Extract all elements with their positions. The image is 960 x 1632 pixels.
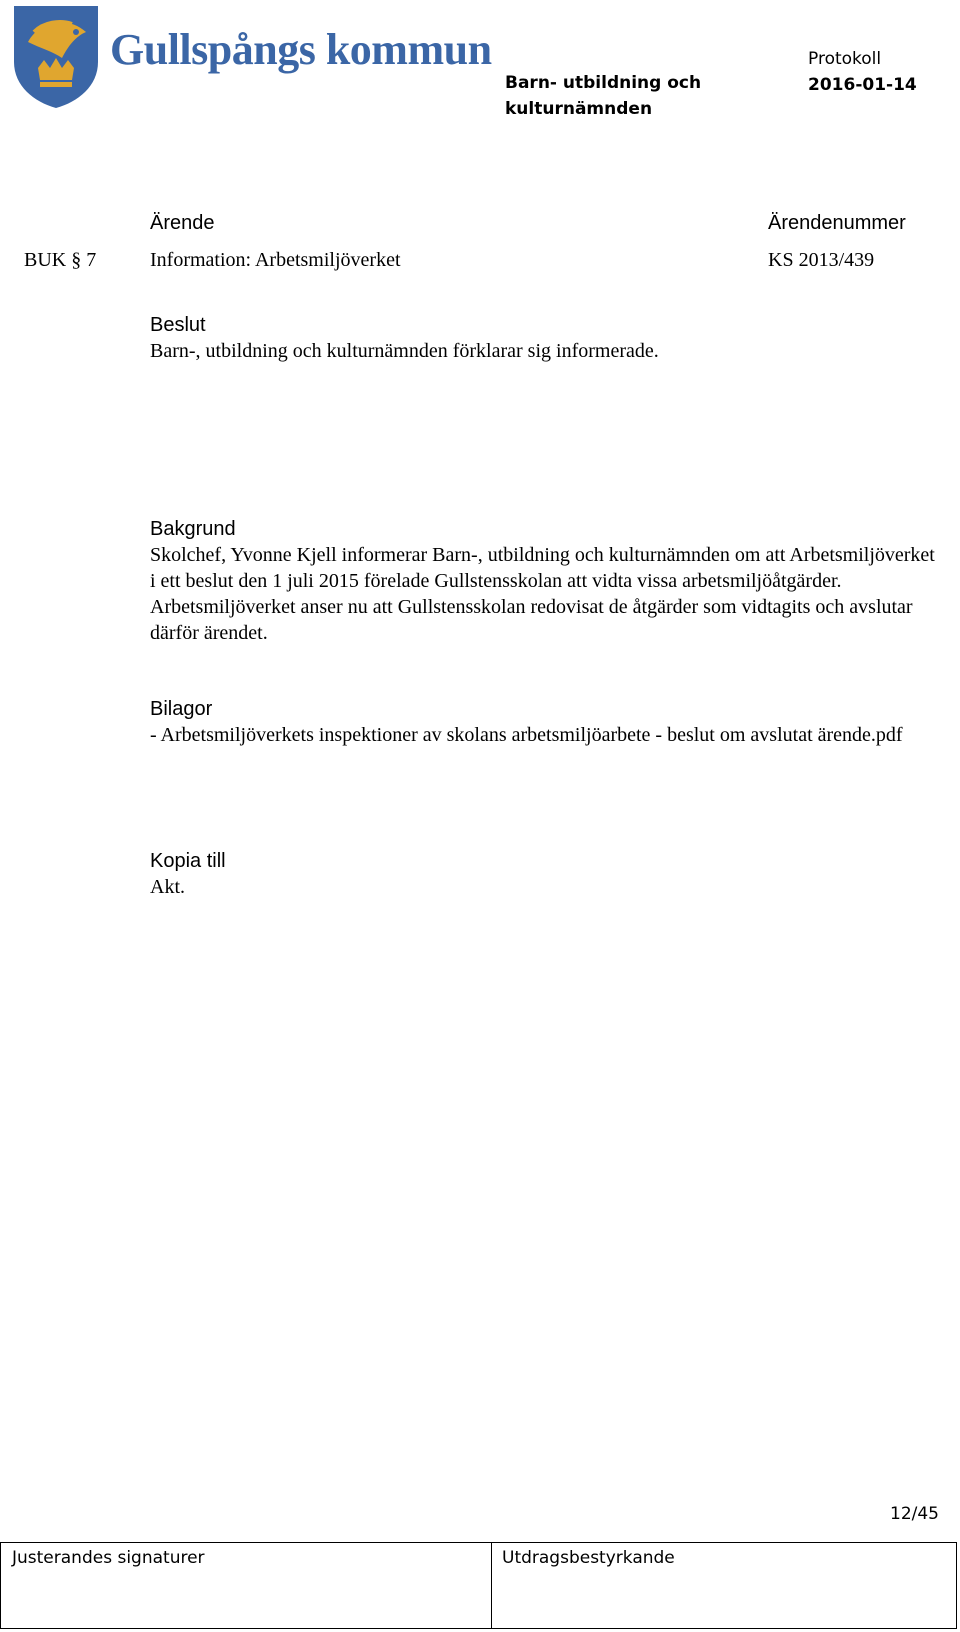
bakgrund-text: Skolchef, Yvonne Kjell informerar Barn-, utbildning och kulturnämnden om att Arbetsmiljöverket i ett beslut den 1 juli 2015 förelade Gullstensskolan att vidta vissa arbetsmiljöåtgärder. Arbetsmiljöverket anser nu att Gullstensskolan redovisat de åtgärder som vidtagits och avslutar därför ärendet.: [150, 544, 935, 644]
committee-name: Barn- utbildning och kulturnämnden: [505, 73, 702, 119]
section-heading-bakgrund: Bakgrund: [150, 518, 236, 540]
signature-label-justerandes: Justerandes signaturer: [12, 1548, 205, 1568]
document-type: Protokoll: [808, 49, 882, 69]
item-id: BUK § 7: [24, 249, 97, 271]
column-heading-arendenummer: Ärendenummer: [768, 212, 906, 234]
beslut-text: Barn-, utbildning och kulturnämnden förklarar sig informerade.: [150, 340, 659, 362]
kopia-text: Akt.: [150, 876, 185, 898]
bilagor-text: - Arbetsmiljöverkets inspektioner av skolans arbetsmiljöarbete - beslut om avslutat ärende.pdf: [150, 724, 903, 746]
page-number: 12/45: [890, 1504, 939, 1524]
signature-label-utdrag: Utdragsbestyrkande: [502, 1548, 675, 1568]
section-heading-kopia: Kopia till: [150, 850, 226, 872]
case-number: KS 2013/439: [768, 249, 875, 271]
coat-of-arms-icon: [10, 2, 102, 110]
item-title: Information: Arbetsmiljöverket: [150, 249, 401, 271]
logo-wordmark: Gullspångs kommun: [110, 25, 492, 74]
column-heading-arende: Ärende: [150, 212, 215, 234]
municipality-logo: [10, 2, 492, 110]
signature-table-divider: [491, 1542, 492, 1629]
section-heading-bilagor: Bilagor: [150, 698, 213, 720]
section-heading-beslut: Beslut: [150, 314, 206, 336]
meeting-date: 2016-01-14: [808, 75, 917, 95]
